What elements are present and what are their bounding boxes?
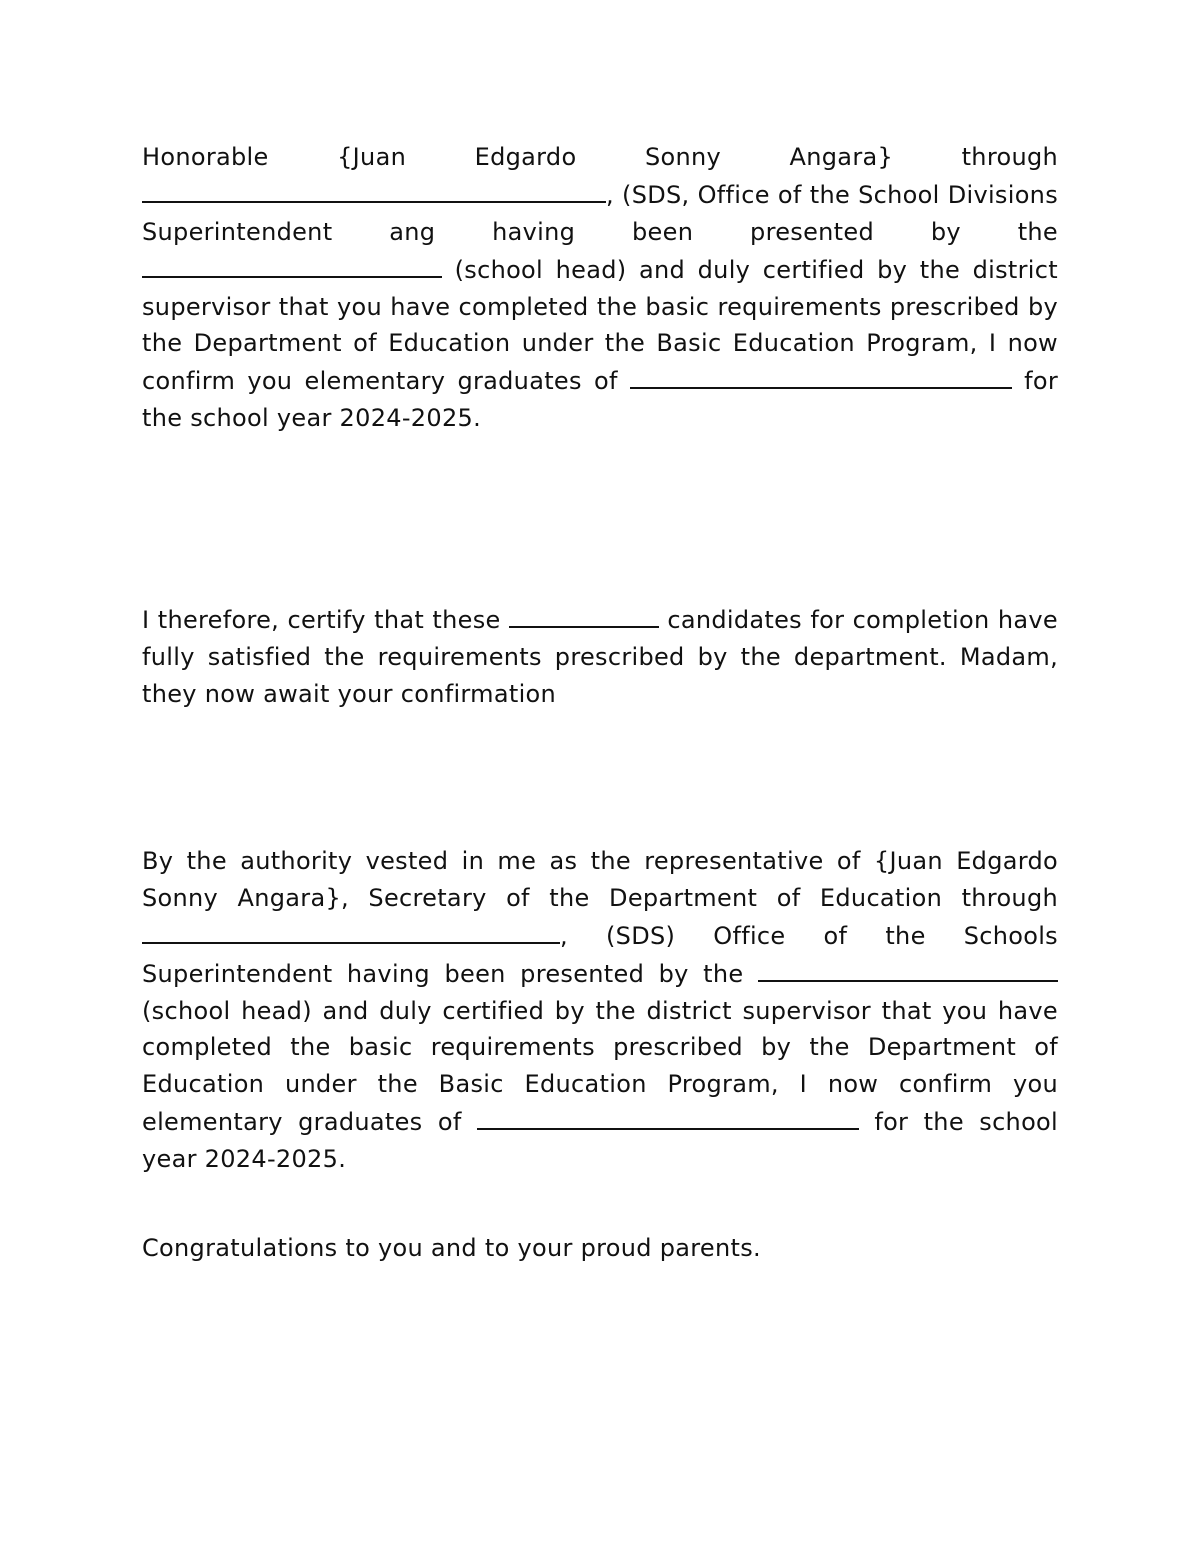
paragraph-text: I therefore, certify that these <box>142 606 509 635</box>
paragraph-text: (school head) and duly certified by the district supervisor that you have completed the basic requirements prescribed by the Department of Education under the Basic Education Program, I now confirm you elementary graduates of <box>142 996 1058 1137</box>
candidate-count-blank <box>509 601 659 628</box>
closing-line: Congratulations to you and to your proud parents. <box>142 1234 761 1262</box>
paragraph-text: candidates for completion have fully satisfied the requirements prescribed by the department. Madam, they now await your confirmation <box>142 606 1058 708</box>
school-head-blank <box>758 955 1058 982</box>
school-name-blank <box>630 362 1012 389</box>
sds-name-blank <box>142 917 560 944</box>
paragraph-text: , (SDS, Office of the School Divisions Superintendent ang having been presented by the <box>142 180 1058 246</box>
confirmation-paragraph-1 <box>142 139 1058 437</box>
paragraph-text: Honorable {Juan Edgardo Sonny Angara} through <box>142 143 1058 171</box>
paragraph-text: By the authority vested in me as the representative of {Juan Edgardo Sonny Angara}, Secretary of the Department of Education through <box>142 847 1058 912</box>
certification-paragraph <box>142 601 1058 713</box>
paragraph-text: , (SDS) Office of the Schools Superintendent having been presented by the <box>142 921 1058 988</box>
paragraph-text: for the school year 2024-2025. <box>142 367 1058 433</box>
school-name-blank <box>477 1103 859 1130</box>
paragraph-text: for the school year 2024-2025. <box>142 1108 1059 1173</box>
sds-name-blank <box>142 176 606 203</box>
confirmation-paragraph-2 <box>142 843 1058 1178</box>
paragraph-text: (school head) and duly certified by the district supervisor that you have completed the basic requirements prescribed by the Department of Education under the Basic Education Program, I now confirm you elementary graduates of <box>142 255 1058 396</box>
school-head-blank <box>142 251 442 278</box>
